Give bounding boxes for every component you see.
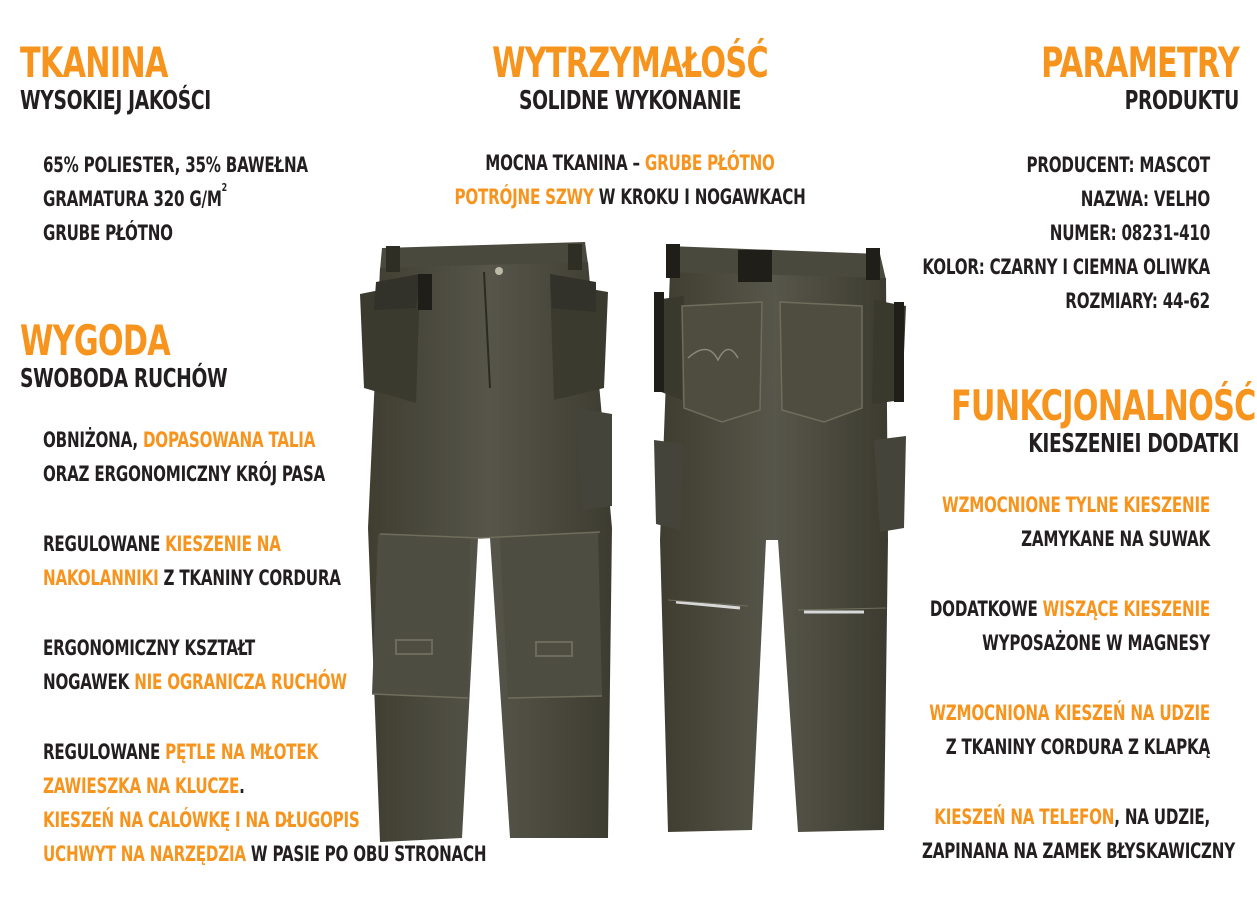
comfort-knee-line2: NAKOLANNIKI Z TKANINY CORDURA <box>43 566 341 590</box>
fabric-subtitle: WYSOKIEJ JAKOŚCI <box>20 86 211 116</box>
pants-back-image <box>648 240 910 840</box>
fabric-details <box>43 148 411 250</box>
comfort-waist-line: OBNIŻONA, DOPASOWANA TALIA <box>43 428 316 452</box>
durability-subtitle: SOLIDNE WYKONANIE <box>518 86 742 116</box>
function-title: FUNKCJONALNOŚĆ <box>951 381 1256 430</box>
fabric-type: GRUBE PŁÓTNO <box>43 221 173 245</box>
comfort-keys-line: ZAWIESZKA NA KLUCZE. <box>43 774 245 798</box>
comfort-belt-line: ORAZ ERGONOMICZNY KRÓJ PASA <box>43 462 326 486</box>
comfort-hammer-line: REGULOWANE PĘTLE NA MŁOTEK <box>43 740 318 764</box>
durability-fabric-line: MOCNA TKANINA – GRUBE PŁÓTNO <box>485 151 775 175</box>
fabric-composition: 65% POLIESTER, 35% BAWEŁNA <box>43 153 308 177</box>
param-color: KOLOR: CZARNY I CIEMNA OLIWKA <box>922 255 1210 279</box>
function-zipper: ZAPINANA NA ZAMEK BŁYSKAWICZNY <box>922 839 1235 863</box>
params-section <box>839 40 1239 116</box>
durability-seams-line: POTRÓJNE SZWY W KROKU I NOGAWKACH <box>454 185 806 209</box>
comfort-title: WYGODA <box>20 316 170 365</box>
function-subtitle: KIESZENIEI DODATKI <box>1028 429 1239 459</box>
function-thigh-pocket: WZMOCNIONA KIESZEŃ NA UDZIE <box>929 701 1210 725</box>
function-phone-pocket: KIESZEŃ NA TELEFON, NA UDZIE, <box>934 805 1210 829</box>
comfort-leg-line1: ERGONOMICZNY KSZTAŁT <box>43 636 255 660</box>
function-back-pockets: WZMOCNIONE TYLNE KIESZENIE <box>941 493 1210 517</box>
comfort-leg-line2: NOGAWEK NIE OGRANICZA RUCHÓW <box>43 670 347 694</box>
fabric-weight: GRAMATURA 320 $G/M^2$ <box>43 181 227 211</box>
function-cordura-flap: Z TKANINY CORDURA Z KLAPKĄ <box>945 735 1210 759</box>
function-zip-closure: ZAMYKANE NA SUWAK <box>1021 527 1210 551</box>
fabric-title: TKANINA <box>20 38 168 87</box>
pants-front-image <box>350 238 620 848</box>
param-producer: PRODUCENT: MASCOT <box>1026 153 1210 177</box>
param-name: NAZWA: VELHO <box>1080 187 1210 211</box>
durability-title: WYTRZYMAŁOŚĆ <box>492 38 768 87</box>
durability-section <box>380 40 880 116</box>
durability-details <box>380 146 880 214</box>
comfort-knee-line1: REGULOWANE KIESZENIE NA <box>43 532 281 556</box>
fabric-section <box>20 40 350 116</box>
function-hanging-pockets: DODATKOWE WISZĄCE KIESZENIE <box>929 597 1210 621</box>
function-magnets: WYPOSAŻONE W MAGNESY <box>982 631 1210 655</box>
param-number: NUMER: 08231-410 <box>1049 221 1210 245</box>
comfort-section <box>20 318 308 394</box>
comfort-tool-holder-line: UCHWYT NA NARZĘDZIA W PASIE PO OBU STRONACH <box>43 842 487 866</box>
param-sizes: ROZMIARY: 44-62 <box>1065 289 1210 313</box>
comfort-ruler-pocket-line: KIESZEŃ NA CALÓWKĘ I NA DŁUGOPIS <box>43 808 360 832</box>
params-title: PARAMETRY <box>1041 38 1239 87</box>
comfort-subtitle: SWOBODA RUCHÓW <box>20 364 228 394</box>
params-subtitle: PRODUKTU <box>1124 86 1239 116</box>
